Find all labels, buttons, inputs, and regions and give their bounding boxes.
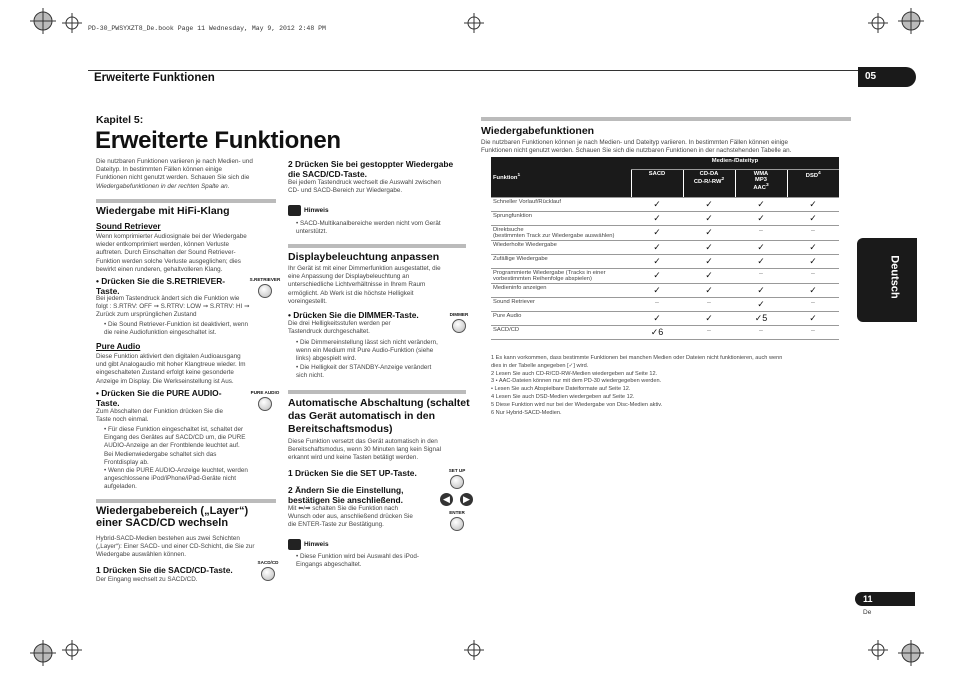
support-cell: ✓ — [735, 240, 787, 254]
pure-audio-step: • Drücken Sie die PURE AUDIO- Taste. — [96, 388, 222, 408]
registration-mark-icon — [30, 640, 56, 666]
hinweis-1-text: • SACD-Multikanalbereiche werden nicht vom Gerät unterstützt. — [296, 220, 441, 236]
support-cell: ✓ — [735, 211, 787, 225]
playback-functions-heading: Wiedergabefunktionen — [481, 125, 595, 137]
table-row — [491, 283, 839, 297]
support-cell: – — [787, 297, 839, 311]
table-row — [491, 197, 839, 211]
section-divider — [96, 199, 276, 203]
function-label-cell: SACD/CD — [491, 325, 631, 339]
registration-mark-icon — [464, 640, 484, 660]
support-cell: ✓ — [683, 197, 735, 211]
section-bar — [88, 70, 858, 86]
table-row — [491, 268, 839, 283]
support-cell: – — [787, 225, 839, 240]
pure-audio-step-body: Zum Abschalten der Funktion drücken Sie die Taste noch einmal. — [96, 408, 224, 424]
enter-button-icon — [450, 517, 464, 531]
table-body — [491, 197, 839, 339]
table-row — [491, 211, 839, 225]
layer-heading: Wiedergabebereich („Layer“) einer SACD/CD wechseln — [96, 505, 249, 529]
sound-retriever-step-body: Bei jedem Tastendruck ändert sich die Funktion wie folgt : S.RTRV: OFF ➞ S.RTRV: LOW ➞ S.RTRV: HI ➞ Zurück zum ursprünglichen Zustand — [96, 295, 250, 319]
setup-button-label: SET UP — [448, 468, 466, 473]
support-cell: ✓ — [631, 211, 683, 225]
table-row — [491, 325, 839, 339]
dimmer-step-body: Die drei Helligkeitsstufen werden per Tastendruck durchgeschaltet. — [288, 320, 391, 336]
language-side-tab: Deutsch — [857, 238, 917, 322]
section-divider — [96, 499, 276, 503]
registration-mark-icon — [62, 640, 82, 660]
hifi-heading: Wiedergabe mit HiFi-Klang — [96, 205, 230, 217]
sacd-step-2: 2 Drücken Sie bei gestoppter Wiedergabe die SACD/CD-Taste. — [288, 159, 454, 179]
support-cell: ✓ — [631, 283, 683, 297]
column-header: WMA MP3 AAC$^3$ — [735, 169, 787, 197]
intro-text: Die nutzbaren Funktionen variieren je nach Medien- und Dateityp. In bestimmten Fällen können einige Funktionen nicht genutzt werden. Schauen Sie sich die Wiedergabefunktionen in der rechten Spalte an. — [96, 158, 253, 190]
pure-audio-body: Diese Funktion aktiviert den digitalen Audioausgang und gibt Analogaudio mit hoher Klangtreue wieder. Im eingeschalteten Zustand erfolgt keine gesonderte Anzeige im Display. Die Werkseinstellung ist Aus. — [96, 353, 246, 385]
section-divider — [481, 117, 851, 121]
support-cell: ✓ — [787, 197, 839, 211]
support-cell: – — [631, 297, 683, 311]
table-header-row — [491, 157, 839, 169]
support-cell: – — [735, 268, 787, 283]
table-row — [491, 297, 839, 311]
display-heading: Displaybeleuchtung anpassen — [288, 251, 440, 263]
support-cell: – — [787, 268, 839, 283]
page-language: De — [863, 609, 872, 616]
table-row — [491, 311, 839, 325]
function-label-cell: Pure Audio — [491, 311, 631, 325]
dimmer-notes: • Die Dimmereinstellung lässt sich nicht verändern, wenn ein Medium mit Pure Audio-Funktion (siehe links) abgespielt wird. • Die Helligkeit der STANDBY-Anzeige verändert sich nicht. — [296, 339, 438, 379]
support-cell: ✓ — [787, 211, 839, 225]
registration-mark-icon — [868, 13, 888, 33]
function-label-cell: Medieninfo anzeigen — [491, 283, 631, 297]
support-cell: ✓ — [735, 197, 787, 211]
support-cell: ✓6 — [631, 325, 683, 339]
support-cell: ✓ — [683, 240, 735, 254]
support-cell: ✓ — [631, 268, 683, 283]
group-header-cell: Medien-/Dateityp — [631, 157, 839, 169]
playback-functions-body: Die nutzbaren Funktionen können je nach Medien- und Dateityp variieren. In bestimmten Fällen können einige Funktionen nicht genutzt werden. Schauen Sie sich die nutzbaren Funktionen in der nachstehenden Tabelle an. — [481, 139, 792, 155]
support-cell: ✓ — [631, 225, 683, 240]
sacd-cd-button-icon — [261, 567, 275, 581]
pure-audio-button-label: PURE AUDIO — [250, 390, 280, 395]
support-cell: ✓5 — [735, 311, 787, 325]
sacd-cd-button-label: SACD/CD — [257, 560, 279, 565]
function-label-cell: Sound Retriever — [491, 297, 631, 311]
support-cell: ✓ — [787, 283, 839, 297]
section-divider — [288, 390, 466, 394]
function-label-cell: Zufällige Wiedergabe — [491, 254, 631, 268]
sound-retriever-notes: • Die Sound Retriever-Funktion ist deaktiviert, wenn die reine Audiofunktion eingeschaltet ist. — [104, 321, 248, 337]
hinweis-label: Hinweis — [304, 207, 329, 214]
support-cell: ✓ — [683, 254, 735, 268]
right-arrow-button-icon: ▶ — [460, 493, 473, 506]
chapter-number-badge: 05 — [858, 67, 916, 87]
layer-step-1-body: Der Eingang wechselt zu SACD/CD. — [96, 576, 198, 583]
print-header: PD-30_PWSYXZT8_De.book Page 11 Wednesday, May 9, 2012 2:48 PM — [88, 25, 326, 32]
support-cell: – — [735, 325, 787, 339]
pure-audio-heading: Pure Audio — [96, 341, 141, 351]
dimmer-step: • Drücken Sie die DIMMER-Taste. — [288, 310, 419, 320]
support-cell: ✓ — [683, 268, 735, 283]
dimmer-button-label: DIMMER — [449, 312, 469, 317]
pure-audio-notes: • Für diese Funktion eingeschaltet ist, schaltet der Eingang des Gerätes auf SACD/CD um, die PURE AUDIO-Anzeige an der Frontblende leuchtet auf. Bei Medienwiedergabe schaltet sich das Frontdisplay ab. • Wenn die PURE AUDIO-Anzeige leuchtet, werden angeschlossene iPod/iPhone/iPad-Geräte nicht aufgeladen. — [104, 426, 248, 491]
enter-button-label: ENTER — [449, 510, 465, 515]
support-cell: ✓ — [787, 240, 839, 254]
section-divider — [288, 244, 466, 248]
function-label-cell: Direktsuche (bestimmten Track zur Wiedergabe auswählen) — [491, 225, 631, 240]
support-cell: – — [683, 297, 735, 311]
registration-mark-icon — [30, 8, 56, 34]
column-header: SACD — [631, 169, 683, 197]
sound-retriever-step: • Drücken Sie die S.RETRIEVER- Taste. — [96, 276, 226, 296]
table-row — [491, 225, 839, 240]
support-cell: ✓ — [735, 254, 787, 268]
s-retriever-button-label: S.RETRIEVER — [249, 277, 281, 282]
auto-off-body: Diese Funktion versetzt das Gerät automatisch in den Bereitschaftsmodus, wenn 30 Minuten lang kein Signal erkannt wird und keine Tasten betätigt werden. — [288, 438, 441, 462]
dimmer-button-icon — [452, 319, 466, 333]
support-cell: – — [683, 325, 735, 339]
registration-mark-icon — [62, 13, 82, 33]
table-row — [491, 254, 839, 268]
pure-audio-button-icon — [258, 397, 272, 411]
registration-mark-icon — [898, 8, 924, 34]
function-label-cell: Programmierte Wiedergabe (Tracks in einer vorbestimmten Reihenfolge abspielen) — [491, 268, 631, 283]
chapter-title: Erweiterte Funktionen — [95, 127, 341, 154]
left-arrow-button-icon: ◀ — [440, 493, 453, 506]
hinweis-label: Hinweis — [304, 541, 329, 548]
sacd-step-2-body: Bei jedem Tastendruck wechselt die Auswahl zwischen CD- und SACD-Bereich zur Wiedergabe. — [288, 179, 441, 195]
support-cell: – — [735, 225, 787, 240]
support-cell: ✓ — [631, 197, 683, 211]
s-retriever-button-icon — [258, 284, 272, 298]
column-header: DSD$^4$ — [787, 169, 839, 197]
playback-functions-table — [491, 157, 839, 340]
footnotes: 1 Es kann vorkommen, dass bestimmte Funktionen bei manchen Medien oder Dateien nicht funktionieren, auch wenn dies in der Tabelle angegeben [✓] wird. 2 Lesen Sie auch CD-R/CD-RW-Medien wiedergeben auf Seite 12. 3 • AAC-Dateien können nur mit dem PD-30 wiedergegeben werden. • Lesen Sie auch Abspielbare Dateiformate auf Seite 12. 4 Lesen Sie auch DSD-Medien wiedergeben auf Seite 12. 5 Diese Funktion wird nur bei der Wiedergabe von Disc-Medien aktiv. 6 Nur Hybrid-SACD-Medien. — [491, 355, 783, 416]
page-number-badge: 11 — [855, 592, 915, 606]
support-cell: ✓ — [683, 283, 735, 297]
support-cell: ✓ — [631, 311, 683, 325]
display-body: Ihr Gerät ist mit einer Dimmerfunktion ausgestattet, die eine Anpassung der Displaybeleuchtung an unterschiedliche Lichtverhältnisse in Ihrem Raum ermöglicht. Ab Werk ist die höchste Helligkeit voreingestellt. — [288, 265, 441, 305]
support-cell: ✓ — [735, 283, 787, 297]
change-step: 2 Ändern Sie die Einstellung, bestätigen Sie anschließend. — [288, 485, 404, 505]
table-row — [491, 240, 839, 254]
function-label-cell: Wiederholte Wiedergabe — [491, 240, 631, 254]
support-cell: ✓ — [787, 311, 839, 325]
chapter-label: Kapitel 5: — [96, 114, 144, 126]
hinweis-2-text: • Diese Funktion wird bei Auswahl des iPod- Eingangs abgeschaltet. — [296, 553, 419, 569]
function-label-cell: Sprungfunktion — [491, 211, 631, 225]
support-cell: ✓ — [683, 311, 735, 325]
support-cell: ✓ — [683, 211, 735, 225]
sound-retriever-body: Wenn komprimierter Audiosignale bei der Wiedergabe wieder entkomprimiert werden, können Verluste auftreten. Durch Einschalten der Sound Retriever- Funktion werden solche Verluste ausgeglichen; dies bewirkt einen runderen, gehaltvolleren Klang. — [96, 233, 247, 273]
note-icon — [288, 539, 301, 550]
function-label-cell: Schneller Vorlauf/Rücklauf — [491, 197, 631, 211]
column-header: CD-DA $CD-R/-RW^2$ — [683, 169, 735, 197]
registration-mark-icon — [898, 640, 924, 666]
setup-step: 1 Drücken Sie die SET UP-Taste. — [288, 468, 417, 478]
setup-button-icon — [450, 475, 464, 489]
row-header-cell: Funktion$^1$ — [491, 157, 631, 197]
note-icon — [288, 205, 301, 216]
support-cell: ✓ — [787, 254, 839, 268]
support-cell: ✓ — [631, 254, 683, 268]
support-cell: – — [787, 325, 839, 339]
sound-retriever-heading: Sound Retriever — [96, 221, 161, 231]
support-cell: ✓ — [631, 240, 683, 254]
support-cell: ✓ — [735, 297, 787, 311]
layer-body: Hybrid-SACD-Medien bestehen aus zwei Schichten („Layer“): Einer SACD- und einer CD-Schicht, die Sie zur Wiedergabe auswählen können. — [96, 535, 255, 559]
registration-mark-icon — [464, 13, 484, 33]
registration-mark-icon — [868, 640, 888, 660]
auto-off-heading: Automatische Abschaltung (schaltet das Gerät automatisch in den Bereitschaftsmodus) — [288, 397, 470, 435]
change-step-body: Mit ⬅/➡ schalten Sie die Funktion nach Wunsch oder aus, anschließend drücken Sie die ENTER-Taste zur Bestätigung. — [288, 505, 413, 529]
layer-step-1: 1 Drücken Sie die SACD/CD-Taste. — [96, 565, 233, 575]
support-cell: ✓ — [683, 225, 735, 240]
section-title: Erweiterte Funktionen — [94, 72, 215, 84]
